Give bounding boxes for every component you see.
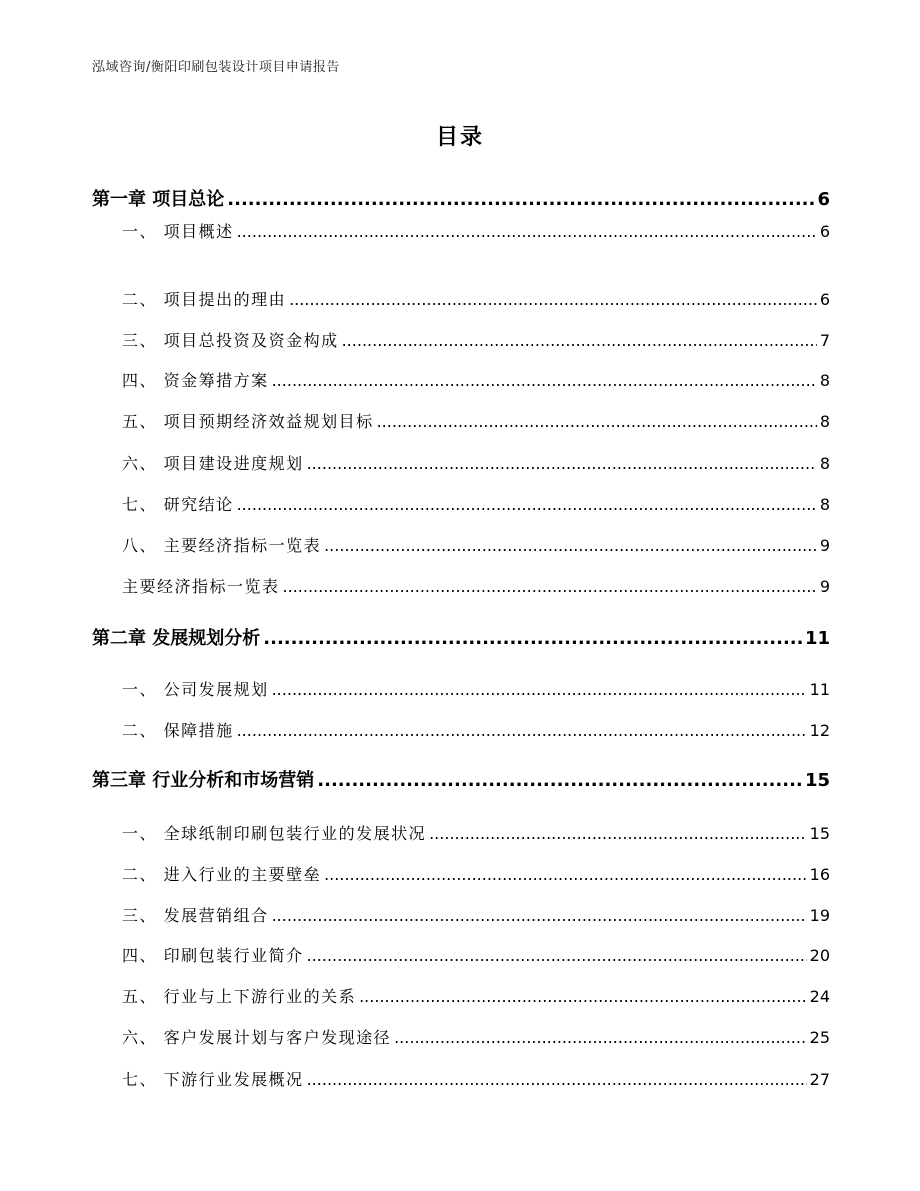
- toc-leader-dots: [263, 628, 802, 649]
- toc-entry[interactable]: [92, 766, 830, 792]
- toc-leader-dots: [359, 987, 807, 1006]
- toc-entry-label: 第二章 发展规划分析: [92, 628, 261, 649]
- toc-entry[interactable]: [122, 903, 830, 926]
- toc-entry[interactable]: [92, 624, 830, 650]
- toc-entry-page: 8: [819, 371, 830, 390]
- toc-leader-dots: [342, 331, 817, 350]
- toc-entry-page: 20: [809, 946, 830, 965]
- toc-entry-label: 一、 公司发展规划: [122, 680, 269, 699]
- toc-entry-label: 二、 保障措施: [122, 721, 234, 740]
- toc-entry[interactable]: [122, 1025, 830, 1048]
- toc-entry-label: 三、 发展营销组合: [122, 906, 269, 925]
- toc-entry[interactable]: [122, 451, 830, 474]
- toc-entry-label: 二、 项目提出的理由: [122, 290, 287, 309]
- toc-entry-label: 五、 项目预期经济效益规划目标: [122, 412, 374, 431]
- toc-entry-label: 第一章 项目总论: [92, 189, 225, 210]
- toc-entry-page: 11: [804, 628, 830, 649]
- toc-entry-page: 15: [804, 770, 830, 791]
- toc-leader-dots: [289, 290, 817, 309]
- toc-entry-label: 二、 进入行业的主要壁垒: [122, 865, 322, 884]
- toc-entry-label: 一、 项目概述: [122, 222, 234, 241]
- toc-entry-page: 9: [819, 577, 830, 596]
- toc-entry[interactable]: [122, 219, 830, 242]
- toc-leader-dots: [237, 721, 807, 740]
- toc-leader-dots: [307, 454, 817, 473]
- toc-entry-label: 三、 项目总投资及资金构成: [122, 331, 339, 350]
- toc-entry-page: 24: [809, 987, 830, 1006]
- toc-entry-page: 6: [817, 189, 830, 210]
- toc-entry[interactable]: [122, 677, 830, 700]
- toc-entry-label: 六、 客户发展计划与客户发现途径: [122, 1028, 392, 1047]
- toc-leader-dots: [227, 189, 814, 210]
- toc-entry[interactable]: [122, 409, 830, 432]
- toc-leader-dots: [272, 906, 807, 925]
- toc-entry-label: 第三章 行业分析和市场营销: [92, 770, 315, 791]
- toc-entry[interactable]: [122, 574, 830, 597]
- toc-entry[interactable]: [122, 492, 830, 515]
- toc-entry-page: 19: [809, 906, 830, 925]
- toc-entry[interactable]: [122, 943, 830, 966]
- toc-entry-page: 8: [819, 495, 830, 514]
- toc-entry[interactable]: [122, 984, 830, 1007]
- toc-entry-page: 9: [819, 536, 830, 555]
- running-header: 泓域咨询/衡阳印刷包装设计项目申请报告: [92, 60, 340, 75]
- toc-leader-dots: [429, 824, 807, 843]
- toc-entry[interactable]: [92, 185, 830, 211]
- toc-leader-dots: [237, 495, 817, 514]
- toc-entry-label: 一、 全球纸制印刷包装行业的发展状况: [122, 824, 427, 843]
- toc-entry-label: 七、 下游行业发展概况: [122, 1070, 304, 1089]
- toc-leader-dots: [272, 371, 817, 390]
- toc-entry[interactable]: [122, 328, 830, 351]
- toc-entry-label: 四、 印刷包装行业简介: [122, 946, 304, 965]
- toc-entry-page: 15: [809, 824, 830, 843]
- toc-entry-page: 6: [819, 222, 830, 241]
- toc-entry[interactable]: [122, 1067, 830, 1090]
- toc-entry-label: 四、 资金筹措方案: [122, 371, 269, 390]
- toc-entry-page: 6: [819, 290, 830, 309]
- toc-entry-page: 25: [809, 1028, 830, 1047]
- toc-entry-page: 8: [819, 454, 830, 473]
- toc-leader-dots: [394, 1028, 807, 1047]
- toc-entry[interactable]: [122, 862, 830, 885]
- toc-entry-label: 主要经济指标一览表: [122, 577, 280, 596]
- toc-leader-dots: [237, 222, 817, 241]
- toc-entry-page: 7: [819, 331, 830, 350]
- toc-entry-page: 11: [809, 680, 830, 699]
- toc-entry-page: 16: [809, 865, 830, 884]
- toc-leader-dots: [307, 946, 807, 965]
- toc-leader-dots: [272, 680, 807, 699]
- toc-leader-dots: [283, 577, 817, 596]
- toc-entry[interactable]: [122, 821, 830, 844]
- toc-title: 目录: [435, 125, 484, 150]
- toc-entry[interactable]: [122, 533, 830, 556]
- toc-leader-dots: [307, 1070, 807, 1089]
- toc-entry[interactable]: [122, 718, 830, 741]
- toc-entry[interactable]: [122, 287, 830, 310]
- toc-entry-label: 七、 研究结论: [122, 495, 234, 514]
- toc-leader-dots: [317, 770, 802, 791]
- toc-entry-page: 8: [819, 412, 830, 431]
- toc-entry-label: 八、 主要经济指标一览表: [122, 536, 322, 555]
- toc-leader-dots: [324, 865, 807, 884]
- toc-leader-dots: [324, 536, 817, 555]
- toc-entry-label: 五、 行业与上下游行业的关系: [122, 987, 357, 1006]
- toc-entry-page: 27: [809, 1070, 830, 1089]
- toc-leader-dots: [377, 412, 817, 431]
- toc-entry[interactable]: [122, 368, 830, 391]
- toc-entry-label: 六、 项目建设进度规划: [122, 454, 304, 473]
- toc-entry-page: 12: [809, 721, 830, 740]
